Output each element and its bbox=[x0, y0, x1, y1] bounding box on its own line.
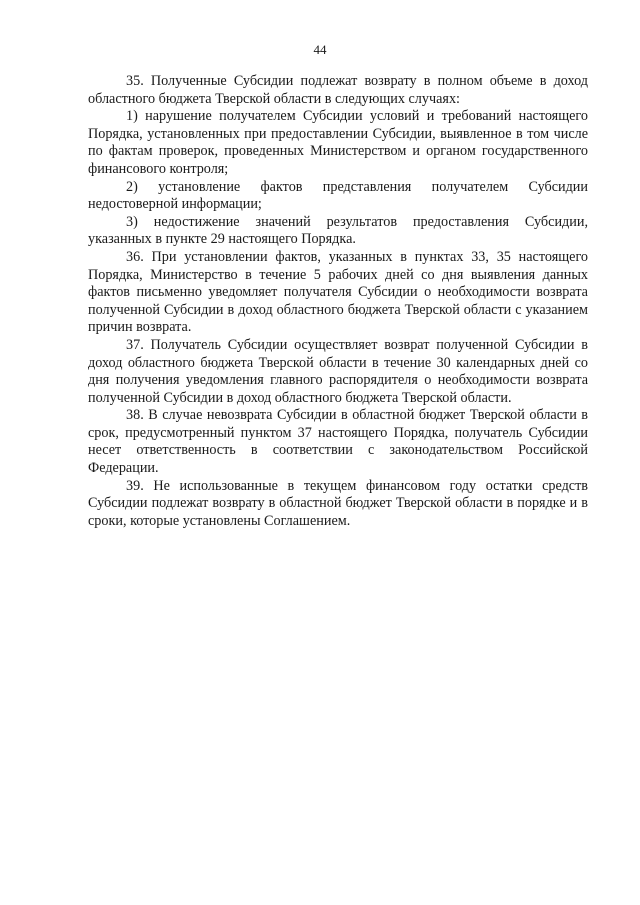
page-number: 44 bbox=[313, 42, 327, 57]
paragraph-35-item-2: 2) установление фактов представления получателем Субсидии недостоверной информации; bbox=[88, 178, 588, 213]
paragraph-35: 35. Полученные Субсидии подлежат возврату в полном объеме в доход областного бюджета Тверской области в следующих случаях: bbox=[88, 73, 588, 107]
document-body bbox=[88, 73, 588, 530]
paragraph-39: 39. Не использованные в текущем финансовом году остатки средств Субсидии подлежат возврату в областной бюджет Тверской области в порядке и в сроки, которые установлены Соглашением. bbox=[88, 477, 588, 529]
paragraph-35-item-3: 3) недостижение значений результатов предоставления Субсидии, указанных в пункте 29 настоящего Порядка. bbox=[88, 213, 588, 248]
paragraph-37: 37. Получатель Субсидии осуществляет возврат полученной Субсидии в доход областного бюджета Тверской области в течение 30 календарных дней со дня получения уведомления главного распорядителя о необходимости возврата полученной Субсидии в доход областного бюджета Тверской области. bbox=[88, 336, 588, 406]
paragraph-35-item-1: 1) нарушение получателем Субсидии условий и требований настоящего Порядка, установленных при предоставлении Субсидии, выявленное в том числе по фактам проверок, проведенных Министерством и органом государственного финансового контроля; bbox=[88, 108, 588, 177]
paragraph-38: 38. В случае невозврата Субсидии в областной бюджет Тверской области в срок, предусмотренный пунктом 37 настоящего Порядка, получатель Субсидии несет ответственность в соответствии с законодательством Российской Федерации. bbox=[88, 407, 588, 477]
paragraph-36: 36. При установлении фактов, указанных в пунктах 33, 35 настоящего Порядка, Министерство в течение 5 рабочих дней со дня выявления данных фактов письменно уведомляет получателя Субсидии о необходимости возврата полученной Субсидии в доход областного бюджета Тверской области с указанием причин возврата. bbox=[88, 248, 588, 336]
